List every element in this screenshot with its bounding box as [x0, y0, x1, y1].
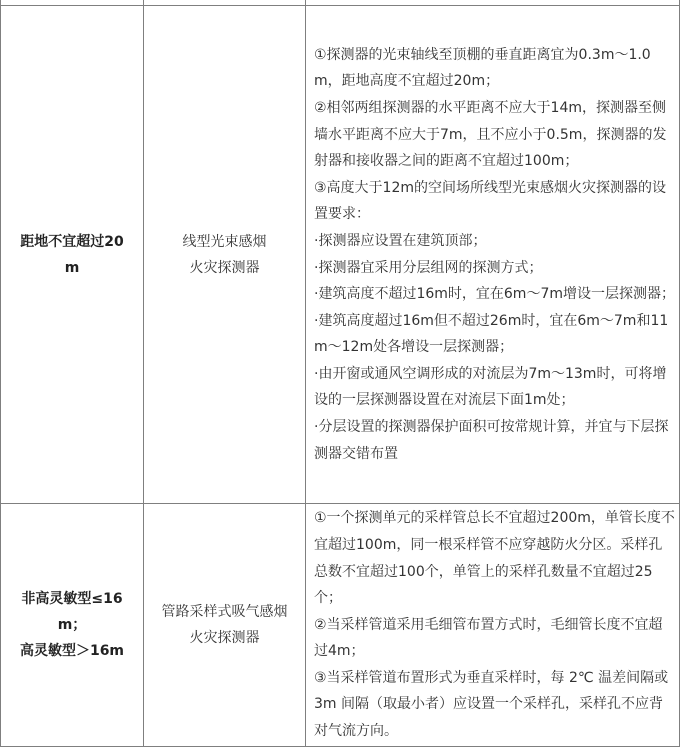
installation-height-line: 非高灵敏型≤16	[21, 591, 123, 607]
detector-type-cell	[144, 6, 306, 504]
requirements-cell	[306, 6, 680, 504]
detector-type-line: 管路采样式吸气感烟	[161, 604, 288, 620]
detector-type-cell	[144, 504, 306, 747]
installation-height-line: m	[64, 259, 80, 276]
requirements-cell	[306, 504, 680, 747]
requirement-item: ·由开窗或通风空调形成的对流层为7m～13m时，可将增设的一层探测器设置在对流层下面1m处；	[314, 365, 667, 409]
requirement-item: ②当采样管道采用毛细管布置方式时，毛细管长度不宜超过4m；	[314, 616, 663, 660]
requirement-item: ①一个探测单元的采样管总长不宜超过200m，单管长度不宜超过100m，同一根采样管不应穿越防火分区。采样孔总数不宜超过100个，单管上的采样孔数量不宜超过25个；	[314, 510, 675, 607]
requirement-item: ·分层设置的探测器保护面积可按常规计算，并宜与下层探测器交错布置	[314, 419, 669, 462]
table-row-aspirating	[1, 504, 680, 747]
table-row-linear-beam	[1, 6, 680, 504]
installation-height-line: 高灵敏型＞16m	[19, 643, 125, 659]
installation-height-line: 距地不宜超过20	[20, 233, 124, 250]
installation-height-line: m；	[57, 617, 87, 633]
requirement-item: ③高度大于12m的空间场所线型光束感烟火灾探测器的设置要求：	[314, 179, 667, 223]
detector-type-line: 火灾探测器	[189, 630, 260, 646]
detector-type-line: 火灾探测器	[189, 259, 260, 276]
requirement-item: ①探测器的光束轴线至顶棚的垂直距离宜为0.3m～1.0m，距地高度不宜超过20m；	[314, 46, 651, 90]
requirement-item: ③当采样管道布置形式为垂直采样时，每 2℃ 温差间隔或 3m 间隔（取最小者）应设置一个采样孔，采样孔不应背对气流方向。	[314, 669, 669, 740]
installation-height-cell	[1, 6, 144, 504]
requirement-item: ·建筑高度超过16m但不超过26m时，宜在6m～7m和11m～12m处各增设一层探测器；	[314, 312, 669, 356]
requirement-item: ·探测器宜采用分层组网的探测方式；	[314, 259, 543, 276]
installation-height-cell	[1, 504, 144, 747]
detector-type-line: 线型光束感烟	[182, 233, 267, 250]
requirement-item: ·探测器应设置在建筑顶部；	[314, 232, 487, 249]
requirement-item: ·建筑高度不超过16m时，宜在6m～7m增设一层探测器；	[314, 286, 675, 303]
requirement-item: ②相邻两组探测器的水平距离不应大于14m，探测器至侧墙水平距离不应大于7m，且不应小于0.5m，探测器的发射器和接收器之间的距离不宜超过100m；	[314, 99, 667, 170]
